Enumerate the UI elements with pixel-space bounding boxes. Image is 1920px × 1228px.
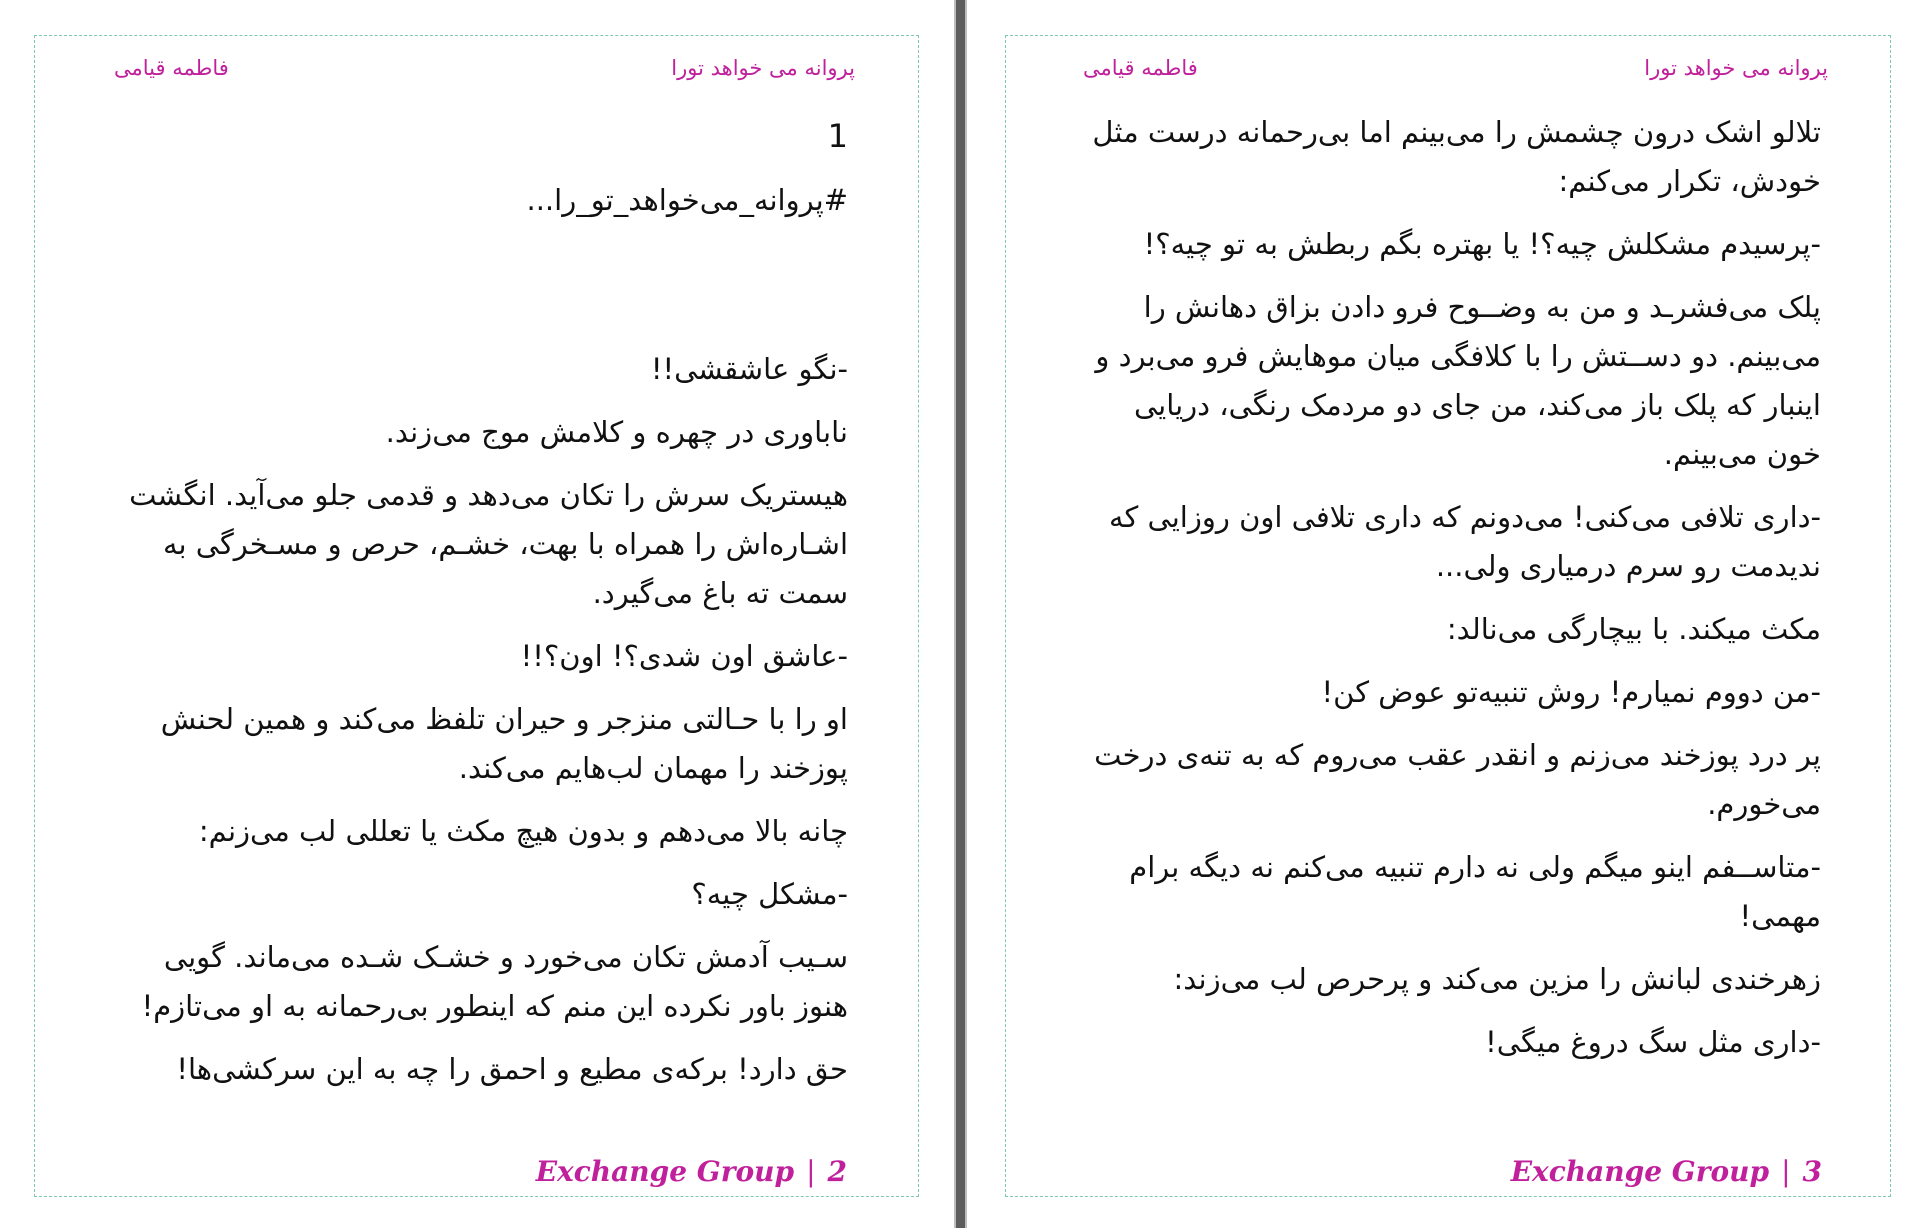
paragraph: پلک می‌فشرـد و من به وضــوح فرو دادن بزاق دهانش را می‌بینم. دو دســتش را با کلافگی میان موهایش فرو می‌برد و اینبار که پلک باز می‌کند، من جای دو مردمک رنگی، دریایی خون می‌بینم. — [1095, 290, 1821, 471]
paragraph: او را با حـالتی منزجر و حیران تلفظ می‌کند و همین لحنش پوزخند را مهمان لب‌هایم می‌کند. — [160, 702, 848, 785]
page-number: 3 — [1802, 1155, 1822, 1188]
paragraph: -متاســفم اینو میگم ولی نه دارم تنبیه می‌کنم نه دیگه برام مهمی! — [1129, 850, 1821, 933]
page-footer — [1511, 1155, 1822, 1188]
paragraph: -نگو عاشقشی!! — [650, 352, 848, 386]
page-footer — [536, 1155, 847, 1188]
paragraph: پر درد پوزخند می‌زنم و انقدر عقب می‌روم که به تنه‌ی درخت می‌خورم. — [1094, 738, 1821, 821]
chapter-number: 1 — [827, 117, 848, 155]
header-author: فاطمه قیامی — [1083, 56, 1198, 80]
paragraph: حق دارد! برکه‌ی مطیع و احمق را چه به این سرکشی‌ها! — [176, 1052, 848, 1086]
paragraph: زهرخندی لبانش را مزین می‌کند و پرحرص لب می‌زند: — [1173, 962, 1821, 996]
paragraph: چانه بالا می‌دهم و بدون هیچ مکث یا تعللی لب می‌زنم: — [198, 814, 848, 848]
paragraph: -پرسیدم مشکلش چیه؟! یا بهتره بگم ربطش به تو چیه؟! — [1143, 227, 1821, 261]
page-3 — [973, 0, 1908, 1228]
page-2 — [0, 0, 935, 1228]
page-body — [1081, 108, 1821, 1081]
header-author: فاطمه قیامی — [114, 56, 229, 80]
chapter-hashtag: #پروانه_می‌خواهد_تو_را... — [526, 183, 848, 217]
paragraph: -داری تلافی می‌کنی! می‌دونم که داری تلافی اون روزایی که ندیدمت رو سرم درمیاری ولی... — [1108, 500, 1821, 583]
paragraph: سـیب آدمش تکان می‌خورد و خشـک شـده می‌ماند. گویی هنوز باور نکرده این منم که اینطور بی‌رحمانه به او می‌تازم! — [141, 940, 848, 1023]
paragraph: -من دووم نمیارم! روش تنبیه‌تو عوض کن! — [1321, 675, 1821, 709]
paragraph: -داری مثل سگ دروغ میگی! — [1485, 1025, 1821, 1059]
paragraph: ناباوری در چهره و کلامش موج می‌زند. — [385, 415, 848, 449]
paragraph: -مشکل چیه؟ — [691, 877, 848, 911]
header-title: پروانه می خواهد تورا — [1644, 56, 1828, 80]
paragraph: تلالو اشک درون چشمش را می‌بینم اما بی‌رحمانه درست مثل خودش، تکرار می‌کنم: — [1092, 115, 1821, 198]
footer-brand: Exchange Group — [1510, 1155, 1770, 1188]
page-gutter-divider — [954, 0, 967, 1228]
paragraph: مکث میکند. با بیچارگی می‌نالد: — [1446, 612, 1821, 646]
paragraph: -عاشق اون شدی؟! اون؟!! — [520, 639, 848, 673]
header-title: پروانه می خواهد تورا — [671, 56, 855, 80]
page-body — [108, 110, 848, 1108]
paragraph: هیستریک سرش را تکان می‌دهد و قدمی جلو می‌آید. انگشت اشـاره‌اش را همراه با بهت، خشـم، حرص و مسـخرگی به سمت ته باغ می‌گیرد. — [129, 478, 848, 610]
page-number: 2 — [827, 1155, 847, 1188]
footer-separator: | — [1781, 1155, 1791, 1188]
footer-brand: Exchange Group — [535, 1155, 795, 1188]
footer-separator: | — [806, 1155, 816, 1188]
